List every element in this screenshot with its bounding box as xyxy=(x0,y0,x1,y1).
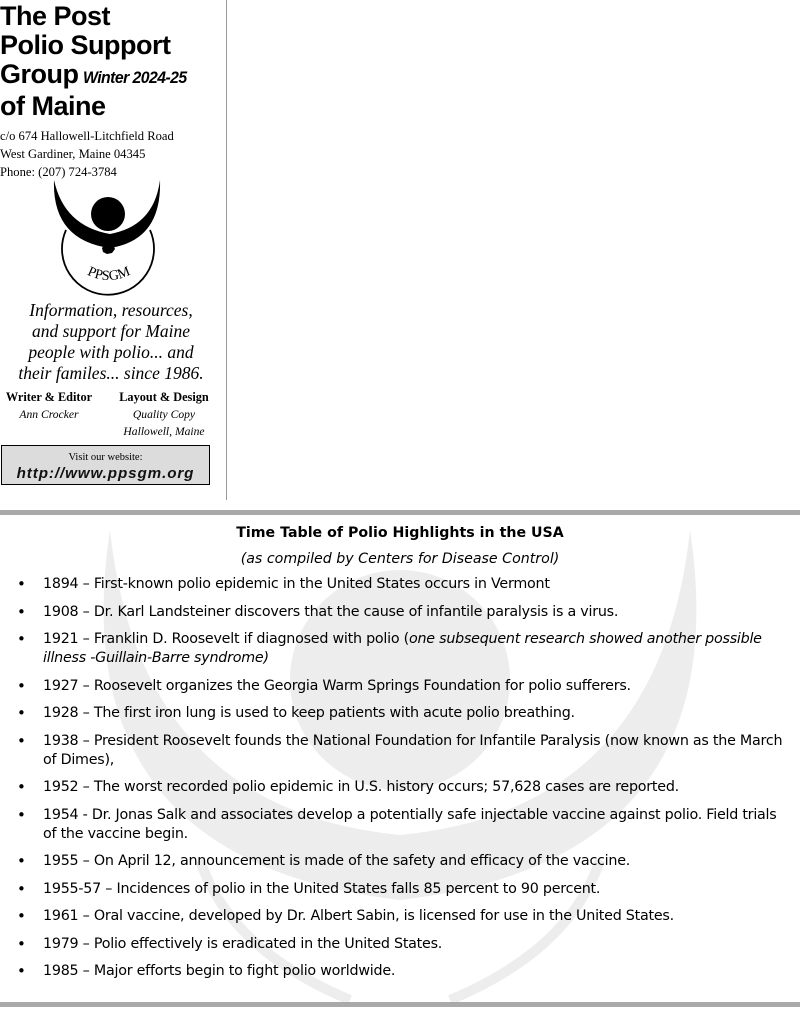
title-line: The Post xyxy=(0,1,111,31)
section-divider-top xyxy=(0,510,800,515)
layout-name: Quality Copy xyxy=(132,408,196,421)
timeline-event xyxy=(0,575,790,594)
event-note: one subsequent research showed another possible illness -Guillain-Barre syndrome) xyxy=(43,631,762,666)
layout-location: Hallowell, Maine xyxy=(123,425,205,438)
timeline-list xyxy=(0,575,790,990)
mission-line: their familes... since 1986. xyxy=(18,363,204,383)
mission-line: people with polio... and xyxy=(28,342,194,362)
timeline-event xyxy=(0,603,790,622)
timeline-event xyxy=(0,630,790,668)
mission-line: Information, resources, xyxy=(29,300,193,320)
issue-date: Winter 2024-25 xyxy=(82,68,187,87)
event-text: 1927 – Roosevelt organizes the Georgia Warm Springs Foundation for polio sufferers. xyxy=(43,677,631,694)
event-text: 1955-57 – Incidences of polio in the United States falls 85 percent to 90 percent. xyxy=(43,880,601,897)
address-line: c/o 674 Hallowell-Litchfield Road xyxy=(0,129,174,143)
timeline-event xyxy=(0,806,790,844)
phone-line: Phone: (207) 724-3784 xyxy=(0,165,117,179)
event-text: 1961 – Oral vaccine, developed by Dr. Albert Sabin, is licensed for use in the United States. xyxy=(43,908,674,924)
event-text: 1908 – Dr. Karl Landsteiner discovers that the cause of infantile paralysis is a virus. xyxy=(43,603,619,620)
title-line-with-issue xyxy=(0,60,194,92)
timeline-event xyxy=(0,907,790,926)
svg-text:PPSGM xyxy=(85,264,133,284)
timeline-event xyxy=(0,935,790,954)
title-line: Group xyxy=(0,59,79,89)
title-line: Polio Support xyxy=(0,30,171,60)
timeline-event xyxy=(0,677,790,696)
timeline-source: (as compiled by Centers for Disease Control) xyxy=(240,551,560,567)
timeline-event xyxy=(0,778,790,797)
mission-line: and support for Maine xyxy=(32,321,190,341)
mission-statement xyxy=(0,300,222,384)
writer-role: Writer & Editor xyxy=(5,390,93,404)
event-text: 1979 – Polio effectively is eradicated in the United States. xyxy=(43,935,443,952)
timeline-event xyxy=(0,880,790,899)
logo-text: PPSGM xyxy=(85,264,133,285)
event-text: 1938 – President Roosevelt founds the National Foundation for Infantile Paralysis (now known as the March of Dimes), xyxy=(43,732,783,768)
timeline-event xyxy=(0,732,790,770)
writer-name: Ann Crocker xyxy=(19,408,79,421)
event-text: 1921 – Franklin D. Roosevelt if diagnosed with polio ( xyxy=(43,631,409,647)
event-text: 1952 – The worst recorded polio epidemic in U.S. history occurs; 57,628 cases are reported. xyxy=(43,779,679,795)
timeline-event xyxy=(0,704,790,723)
website-box xyxy=(1,445,210,485)
ppsgm-logo-icon xyxy=(50,178,168,300)
section-divider-bottom xyxy=(0,1002,800,1007)
timeline-event xyxy=(0,852,790,871)
layout-role: Layout & Design xyxy=(119,390,209,404)
website-link[interactable]: http://www.ppsgm.org xyxy=(16,465,195,482)
event-text: 1894 – First-known polio epidemic in the United States occurs in Vermont xyxy=(43,576,550,592)
event-text: 1985 – Major efforts begin to fight polio worldwide. xyxy=(43,963,396,979)
newsletter-title xyxy=(0,2,194,121)
event-text: 1928 – The first iron lung is used to keep patients with acute polio breathing. xyxy=(43,705,575,721)
mailing-address xyxy=(0,127,174,181)
event-text: 1954 - Dr. Jonas Salk and associates develop a potentially safe injectable vaccine against polio. Field trials of the vaccine begin. xyxy=(43,806,777,842)
timeline-title: Time Table of Polio Highlights in the USA xyxy=(236,525,564,541)
layout-credit xyxy=(111,389,217,440)
title-line: of Maine xyxy=(0,91,106,121)
event-text: 1955 – On April 12, announcement is made of the safety and efficacy of the vaccine. xyxy=(43,853,631,869)
timeline-event xyxy=(0,962,790,981)
masthead xyxy=(0,0,227,500)
writer-credit xyxy=(0,389,98,423)
address-line: West Gardiner, Maine 04345 xyxy=(0,147,146,161)
website-label: Visit our website: xyxy=(68,452,143,463)
